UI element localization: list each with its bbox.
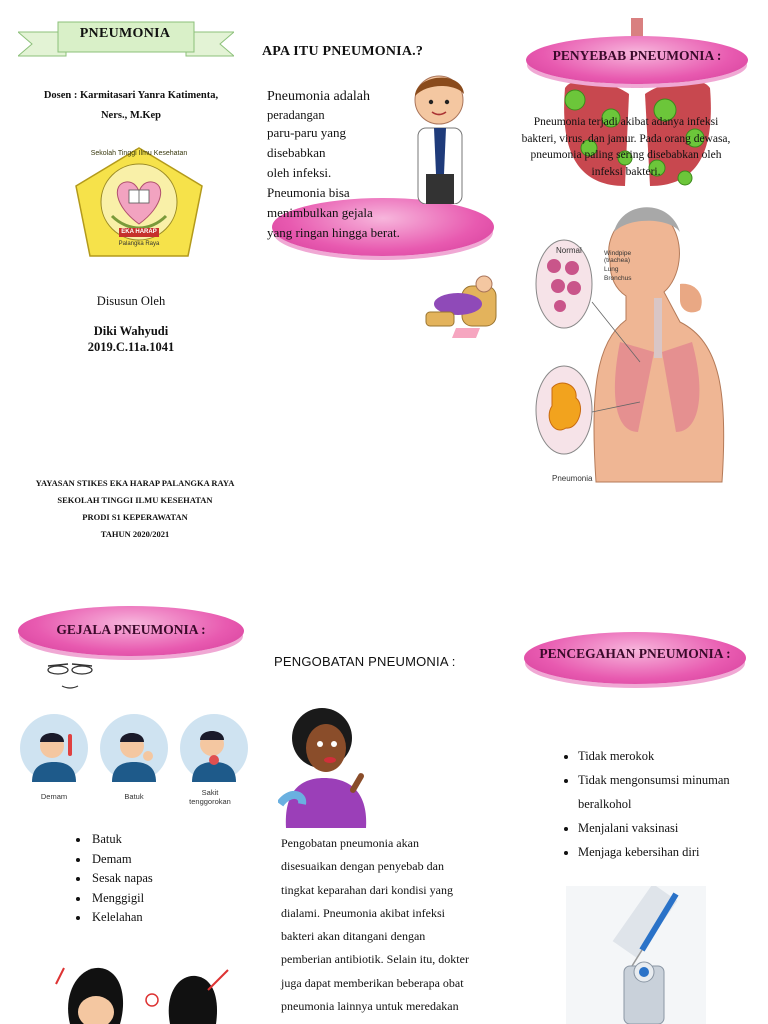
text-line: pneumonia lainnya untuk meredakan — [281, 999, 459, 1014]
pencegahan-heading: PENCEGAHAN PNEUMONIA : — [539, 646, 731, 661]
text-line: peradangan — [267, 108, 325, 122]
logo-text-top: Sekolah Tinggi Ilmu Kesehatan — [90, 150, 188, 157]
list-item: • Demam — [90, 850, 252, 870]
list-item-text: beralkohol — [578, 797, 632, 811]
caption-demam: Demam — [40, 792, 68, 801]
penyebab-text — [498, 114, 754, 180]
list-item: • Menggigil — [90, 889, 252, 909]
text-line: bakteri akan ditangani dengan — [281, 929, 426, 944]
text-line: pemberian antibiotik. Selain itu, dokter — [281, 952, 469, 967]
list-item: • Sesak napas — [90, 869, 252, 889]
text-line: tingkat keparahan dari kondisi yang — [281, 882, 453, 897]
list-item — [578, 768, 760, 816]
face-doodle-illustration — [44, 662, 98, 692]
pengobatan-heading: PENGOBATAN PNEUMONIA : — [274, 654, 456, 669]
text-line: paru-paru yang — [267, 125, 347, 140]
author-name: Diki Wahyudi — [93, 324, 169, 338]
sore-throat-icon — [180, 714, 248, 782]
doctor-illustration — [404, 64, 474, 204]
text-line: disebabkan — [267, 145, 326, 160]
text-line: Pneumonia bisa — [267, 185, 350, 200]
institution-line: YAYASAN STIKES EKA HARAP PALANGKA RAYA — [35, 478, 235, 488]
caption-batuk: Batuk — [124, 792, 144, 801]
diagram-label-lung: Lung — [604, 266, 619, 273]
text-line: juga dapat memberikan beberapa obat — [281, 975, 464, 990]
text-line: Pneumonia terjadi akibat adanya infeksi — [533, 116, 719, 128]
list-item: • Menjalani vaksinasi — [578, 816, 760, 840]
text-line: oleh infeksi. — [267, 165, 332, 180]
pengobatan-text — [281, 832, 503, 1018]
dosen-line-1: Dosen : Karmitasari Yanra Katimenta, — [43, 90, 219, 101]
logo-text-bottom: Palangka Raya — [118, 241, 160, 247]
pneumonia-anatomy-diagram — [530, 192, 736, 488]
vaccine-syringe-illustration — [566, 886, 706, 1024]
apa-itu-heading: APA ITU PNEUMONIA.? — [262, 44, 424, 59]
text-line: yang ringan hingga berat. — [267, 225, 400, 240]
gejala-heading: GEJALA PNEUMONIA : — [56, 622, 206, 637]
dosen-line-2: Ners., M.Kep — [100, 110, 162, 121]
text-line: pneumonia paling sering disebabkan oleh — [530, 149, 722, 161]
list-item: • Tidak merokok — [578, 744, 760, 768]
list-item: • Batuk — [90, 830, 252, 850]
text-line: infeksi bakteri. — [591, 165, 661, 178]
institution-block — [10, 475, 260, 543]
diagram-label-pneumonia: Pneumonia — [552, 474, 593, 483]
caption-sakit-tenggorokan: Sakit tenggorokan — [189, 788, 231, 806]
gejala-list — [72, 830, 252, 928]
fever-icon — [20, 714, 88, 782]
author-id: 2019.C.11a.1041 — [87, 340, 175, 354]
disusun-label: Disusun Oleh — [96, 294, 166, 308]
cover-title: PNEUMONIA — [79, 26, 171, 41]
sick-person-illustration — [422, 272, 502, 342]
text-line: Pneumonia adalah — [267, 89, 371, 104]
text-line: dialami. Pneumonia akibat infeksi — [281, 905, 445, 920]
sick-kids-illustration — [40, 962, 240, 1024]
institution-line: TAHUN 2020/2021 — [100, 529, 170, 539]
diagram-label-normal: Normal — [556, 246, 582, 255]
symptom-icons — [18, 712, 250, 794]
text-line: disesuaikan dengan penyebab dan — [281, 859, 444, 874]
pencegahan-list — [560, 744, 760, 864]
text-line: Pengobatan pneumonia akan — [281, 836, 419, 850]
list-item: • Menjaga kebersihan diri — [578, 840, 760, 864]
diagram-label-bronchus: Bronchus — [604, 275, 632, 282]
diagram-label-windpipe: Windpipe (trachea) — [604, 250, 632, 264]
text-line: bakteri, virus, dan jamur. Pada orang dewasa, — [521, 132, 731, 145]
cough-icon — [100, 714, 168, 782]
list-item: • Kelelahan — [90, 908, 252, 928]
institution-line: PRODI S1 KEPERAWATAN — [82, 512, 188, 522]
list-item-text: Tidak mengonsumsi minuman — [578, 773, 730, 787]
institution-line: SEKOLAH TINGGI ILMU KESEHATAN — [57, 495, 213, 505]
woman-medicine-illustration — [278, 704, 380, 828]
logo-text-mid: EKA HARAP — [121, 229, 157, 235]
penyebab-heading: PENYEBAB PNEUMONIA : — [552, 48, 722, 63]
text-line: menimbulkan gejala — [267, 205, 373, 220]
